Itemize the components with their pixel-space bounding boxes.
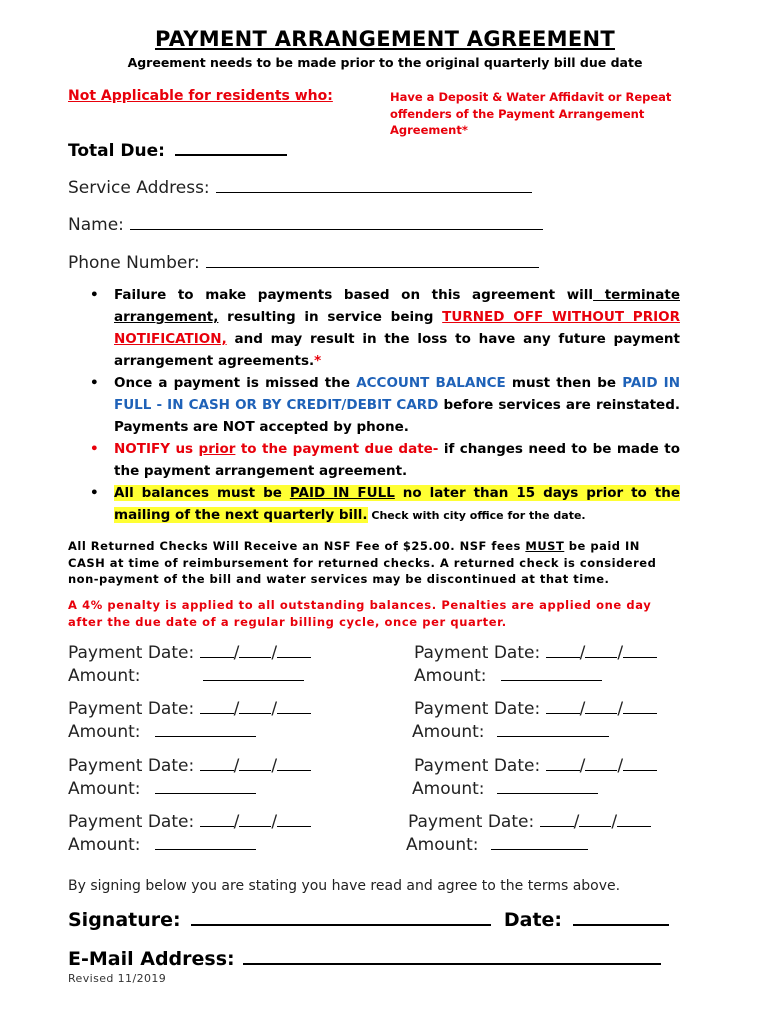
year-blank[interactable] (623, 698, 657, 714)
amount-label: Amount: (68, 778, 141, 799)
payment-date-label: Payment Date: (68, 756, 195, 776)
term-text: Once a payment is missed the (114, 375, 357, 391)
email-blank[interactable] (243, 946, 661, 965)
term-text: accepted by phone. (254, 419, 409, 435)
payment-block[interactable]: Payment Date: / / Amount: (68, 642, 311, 687)
name-label: Name: (68, 215, 124, 235)
day-blank[interactable] (585, 642, 617, 658)
total-due-blank[interactable] (175, 139, 287, 156)
payment-block[interactable]: Payment Date: / / Amount: (68, 811, 311, 856)
term-highlight: no later than 15 days prior to the mailing of the next quarterly bill. (114, 485, 680, 523)
term-emphasis: ACCOUNT BALANCE (356, 375, 506, 391)
nsf-notice (68, 538, 680, 588)
term-text: if changes need to be made to the payment arrangement agreement. (114, 441, 680, 479)
revision-note: Revised 11/2019 (68, 972, 167, 985)
amount-blank[interactable] (497, 721, 609, 737)
day-blank[interactable] (239, 755, 271, 771)
month-blank[interactable] (200, 698, 234, 714)
asterisk: * (314, 353, 322, 369)
bullet-icon: • (90, 485, 99, 501)
date-blank[interactable] (573, 907, 669, 926)
month-blank[interactable] (540, 811, 574, 827)
nsf-text: be paid IN CASH at time of reimbursement for returned checks. A returned check is considered non-payment of the bill and water services may be discontinued at that time. (68, 539, 657, 586)
day-blank[interactable] (239, 698, 271, 714)
month-blank[interactable] (200, 755, 234, 771)
term-item-missed-payment (90, 372, 680, 438)
year-blank[interactable] (277, 811, 311, 827)
payment-date-label: Payment Date: (414, 699, 541, 719)
service-address-blank[interactable] (216, 176, 532, 193)
term-emphasis: terminate arrangement, (114, 287, 680, 325)
bullet-icon: • (90, 441, 99, 457)
term-item-terminate (90, 284, 680, 372)
amount-label: Amount: (412, 778, 485, 799)
term-warning: prior (198, 441, 236, 457)
month-blank[interactable] (546, 642, 580, 658)
total-due-label: Total Due: (68, 141, 165, 161)
payment-block[interactable]: Payment Date: / / Amount: (414, 642, 657, 687)
phone-number-blank[interactable] (206, 251, 539, 268)
month-blank[interactable] (546, 755, 580, 771)
not-applicable-label: Not Applicable for residents who: (68, 88, 333, 104)
bullet-icon: • (90, 287, 99, 303)
service-address-label: Service Address: (68, 178, 210, 198)
phone-number-label: Phone Number: (68, 253, 200, 273)
day-blank[interactable] (239, 642, 271, 658)
day-blank[interactable] (585, 698, 617, 714)
term-text: must then be (505, 375, 623, 391)
term-text: before services are reinstated. Payments are (114, 397, 680, 435)
day-blank[interactable] (585, 755, 617, 771)
phone-number-field[interactable] (68, 251, 539, 273)
term-text: Failure to make payments based on this agreement will (114, 287, 594, 303)
payment-block[interactable]: Payment Date: / / Amount: (408, 811, 651, 856)
amount-label: Amount: (68, 721, 141, 742)
payment-block[interactable]: Payment Date: / / Amount: (414, 755, 657, 800)
payment-block[interactable]: Payment Date: / / Amount: (68, 755, 311, 800)
month-blank[interactable] (546, 698, 580, 714)
payment-date-label: Payment Date: (414, 643, 541, 663)
payment-date-label: Payment Date: (68, 699, 195, 719)
signature-blank[interactable] (191, 907, 491, 926)
amount-label: Amount: (68, 665, 141, 686)
email-row[interactable] (68, 946, 661, 970)
subtitle: Agreement needs to be made prior to the original quarterly bill due date (127, 55, 643, 70)
month-blank[interactable] (200, 642, 234, 658)
penalty-notice: A 4% penalty is applied to all outstanding balances. Penalties are applied one day after the due date of a regular billing cycle, once per quarter. (68, 598, 652, 629)
amount-label: Amount: (68, 834, 141, 855)
bullet-icon: • (90, 375, 99, 391)
payment-date-label: Payment Date: (414, 756, 541, 776)
amount-blank[interactable] (501, 665, 602, 681)
amount-blank[interactable] (203, 665, 304, 681)
amount-label: Amount: (412, 721, 485, 742)
total-due-field[interactable] (68, 139, 287, 161)
payment-date-label: Payment Date: (68, 812, 195, 832)
term-item-notify (90, 438, 680, 482)
amount-blank[interactable] (491, 834, 588, 850)
name-field[interactable] (68, 213, 543, 235)
nsf-text: All Returned Checks Will Receive an NSF Fee of $25.00. NSF fees (68, 539, 526, 553)
year-blank[interactable] (623, 755, 657, 771)
date-label: Date: (503, 909, 563, 931)
term-emphasis: PAID IN FULL - IN CASH OR BY CREDIT/DEBIT CARD (114, 375, 681, 413)
term-warning: NOTIFY us (114, 441, 199, 457)
term-note: Check with city office for the date. (367, 509, 586, 522)
term-warning: TURNED OFF WITHOUT PRIOR NOTIFICATION, (114, 309, 680, 347)
not-applicable-condition: Have a Deposit & Water Affidavit or Repeat offenders of the Payment Arrangement Agreement* (390, 90, 672, 137)
year-blank[interactable] (623, 642, 657, 658)
amount-label: Amount: (414, 665, 487, 686)
year-blank[interactable] (277, 755, 311, 771)
service-address-field[interactable] (68, 176, 532, 198)
term-highlight: All balances must be (114, 485, 290, 501)
payment-date-label: Payment Date: (408, 812, 535, 832)
term-highlight: PAID IN FULL (289, 485, 395, 501)
year-blank[interactable] (277, 698, 311, 714)
term-item-paid-in-full (90, 482, 680, 527)
document-title: PAYMENT ARRANGEMENT AGREEMENT (154, 27, 615, 51)
term-text: and may result in the loss to have any future payment arrangement agreements. (114, 331, 680, 369)
nsf-emphasis: MUST (525, 539, 565, 553)
year-blank[interactable] (617, 811, 651, 827)
terms-list (90, 284, 680, 527)
signature-row[interactable] (68, 907, 669, 931)
term-warning: to the payment due date- (235, 441, 439, 457)
amount-blank[interactable] (155, 834, 256, 850)
year-blank[interactable] (277, 642, 311, 658)
amount-blank[interactable] (155, 721, 256, 737)
email-label: E-Mail Address: (68, 948, 235, 970)
payment-block[interactable]: Payment Date: / / Amount: (414, 698, 657, 743)
term-emphasis: NOT (222, 419, 255, 435)
payment-date-label: Payment Date: (68, 643, 195, 663)
month-blank[interactable] (200, 811, 234, 827)
amount-label: Amount: (406, 834, 479, 855)
amount-blank[interactable] (155, 778, 256, 794)
amount-blank[interactable] (497, 778, 598, 794)
agreement-statement: By signing below you are stating you have read and agree to the terms above. (68, 878, 621, 894)
signature-label: Signature: (68, 909, 181, 931)
term-text: resulting in service being (218, 309, 443, 325)
day-blank[interactable] (579, 811, 611, 827)
payment-block[interactable]: Payment Date: / / Amount: (68, 698, 311, 743)
name-blank[interactable] (130, 213, 543, 230)
day-blank[interactable] (239, 811, 271, 827)
